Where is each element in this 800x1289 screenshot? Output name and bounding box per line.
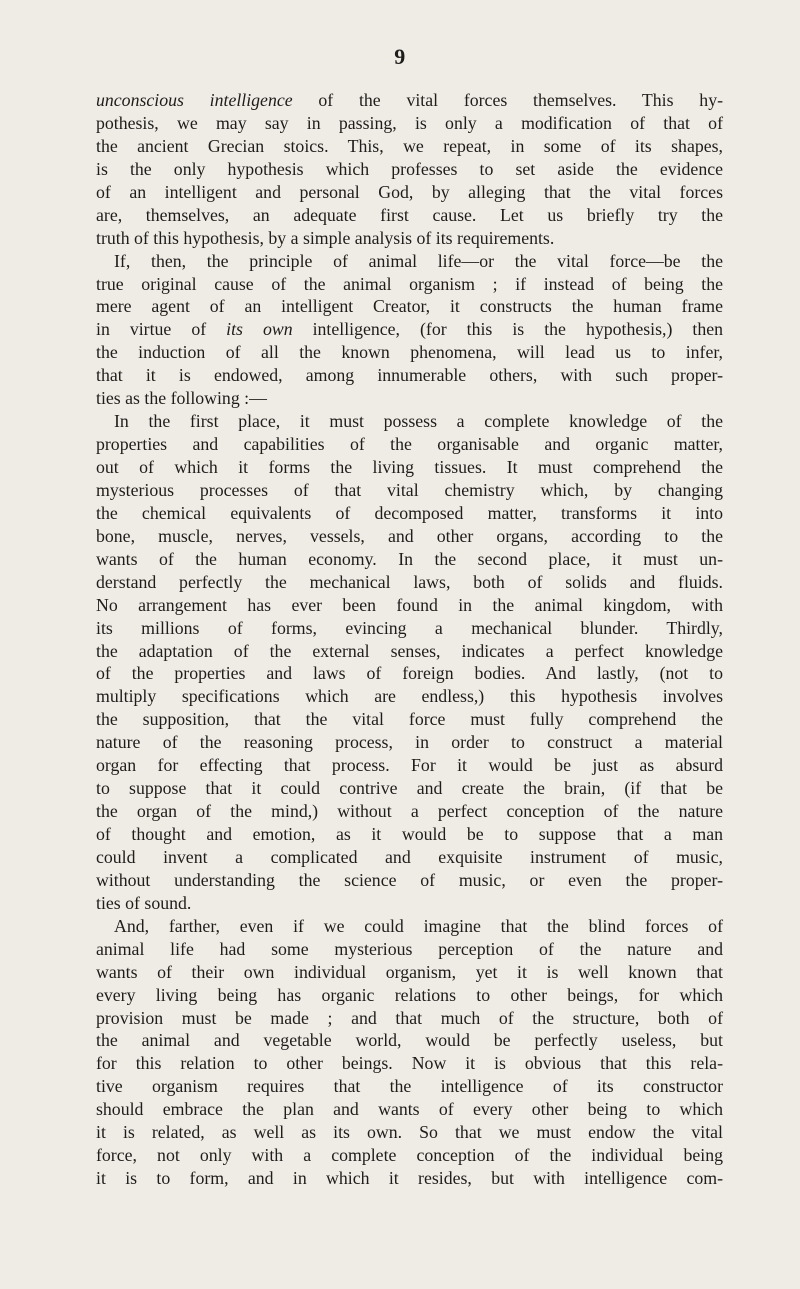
line-text: derstand perfectly the mechanical laws, both of solids and fluids.: [96, 571, 723, 592]
line-text: the animal and vegetable world, would be perfectly useless, but: [96, 1030, 723, 1051]
text-line: [96, 892, 723, 915]
text-line: [96, 800, 723, 823]
text-line: [96, 433, 723, 456]
line-text: for this relation to other beings. Now it is obvious that this rela-: [96, 1053, 723, 1074]
text-line: [96, 777, 723, 800]
line-text: pothesis, we may say in passing, is only a modification of that of: [96, 112, 723, 133]
text-line: [96, 1007, 723, 1030]
text-line: [96, 1029, 723, 1052]
text-line: [96, 250, 723, 273]
text-line: [96, 295, 723, 318]
line-text: intelligence, (for this is the hypothesis,) then: [292, 319, 723, 340]
line-text: the organ of the mind,) without a perfect conception of the nature: [96, 801, 723, 822]
text-line: [96, 984, 723, 1007]
text-line: [96, 1052, 723, 1075]
line-text: nature of the reasoning process, in order to construct a material: [96, 732, 723, 753]
text-line: [96, 318, 723, 341]
text-line: [96, 410, 723, 433]
line-text: out of which it forms the living tissues. It must comprehend the: [96, 457, 723, 477]
line-text: wants of the human economy. In the second place, it must un-: [96, 548, 723, 569]
text-line: [96, 204, 723, 227]
line-text: every living being has organic relations to other beings, for which: [96, 984, 723, 1005]
line-text: And, farther, even if we could imagine that the blind forces of: [114, 915, 723, 936]
line-text: without understanding the science of music, or even the proper-: [96, 869, 723, 890]
line-text: is the only hypothesis which professes to set aside the evidence: [96, 158, 723, 179]
line-text: should embrace the plan and wants of every other being to which: [96, 1099, 723, 1120]
text-line: [96, 754, 723, 777]
text-line: [96, 846, 723, 869]
line-text: mysterious processes of that vital chemistry which, by changing: [96, 479, 723, 500]
text-line: [96, 915, 723, 938]
line-text: to suppose that it could contrive and create the brain, (if that be: [96, 778, 723, 799]
emphasized-text: its own: [226, 319, 293, 340]
line-text: multiply specifications which are endless,) this hypothesis involves: [96, 686, 723, 707]
text-line: [96, 387, 723, 410]
text-line: [96, 273, 723, 296]
line-text: the supposition, that the vital force must fully comprehend the: [96, 709, 723, 730]
line-text: its millions of forms, evincing a mechanical blunder. Thirdly,: [96, 617, 723, 638]
text-line: [96, 479, 723, 502]
text-line: [96, 364, 723, 387]
text-line: [96, 662, 723, 685]
text-line: [96, 1167, 723, 1190]
page-number: 9: [394, 44, 406, 69]
line-text: bone, muscle, nerves, vessels, and other organs, according to the: [96, 525, 723, 546]
text-line: [96, 1075, 723, 1098]
text-line: [96, 227, 723, 250]
line-text: true original cause of the animal organism ; if instead of being the: [96, 273, 723, 294]
text-line: [96, 181, 723, 204]
line-text: the adaptation of the external senses, indicates a perfect knowledge: [96, 640, 723, 661]
line-text: No arrangement has ever been found in the animal kingdom, with: [96, 594, 723, 615]
line-text: it is to form, and in which it resides, but with intelligence com-: [96, 1168, 723, 1189]
line-text: the chemical equivalents of decomposed matter, transforms it into: [96, 502, 723, 523]
line-text: of the properties and laws of foreign bodies. And lastly, (not to: [96, 663, 723, 684]
text-line: [96, 708, 723, 731]
text-line: [96, 502, 723, 525]
line-text: organ for effecting that process. For it would be just as absurd: [96, 755, 723, 776]
text-line: [96, 961, 723, 984]
text-line: [96, 938, 723, 961]
body-text: [96, 89, 723, 1190]
text-line: [96, 89, 723, 112]
line-text: provision must be made ; and that much of the structure, both of: [96, 1007, 723, 1028]
line-text: truth of this hypothesis, by a simple analysis of its requirements.: [96, 227, 555, 248]
line-text: ties as the following :—: [96, 388, 267, 409]
text-line: [96, 685, 723, 708]
text-line: [96, 548, 723, 571]
line-text: If, then, the principle of animal life—or the vital force—be the: [114, 250, 723, 271]
line-text: of the vital forces themselves. This hy-: [292, 90, 724, 110]
line-text: mere agent of an intelligent Creator, it constructs the human frame: [96, 296, 723, 317]
line-text: of an intelligent and personal God, by alleging that the vital forces: [96, 181, 723, 202]
text-line: [96, 135, 723, 158]
line-text: the ancient Grecian stoics. This, we repeat, in some of its shapes,: [96, 135, 723, 156]
emphasized-text: unconscious intelligence: [96, 90, 293, 110]
line-text: animal life had some mysterious perception of the nature and: [96, 938, 723, 959]
text-line: [96, 456, 723, 479]
line-text: in virtue of: [96, 319, 227, 340]
text-line: [96, 731, 723, 754]
line-text: properties and capabilities of the organisable and organic matter,: [96, 434, 723, 455]
text-line: [96, 1121, 723, 1144]
line-text: force, not only with a complete conception of the individual being: [96, 1145, 723, 1166]
text-line: [96, 594, 723, 617]
line-text: the induction of all the known phenomena, will lead us to infer,: [96, 342, 723, 363]
text-line: [96, 571, 723, 594]
text-line: [96, 1098, 723, 1121]
line-text: In the first place, it must possess a complete knowledge of the: [114, 411, 723, 432]
text-line: [96, 112, 723, 135]
text-line: [96, 640, 723, 663]
text-line: [96, 617, 723, 640]
line-text: it is related, as well as its own. So that we must endow the vital: [96, 1122, 723, 1143]
line-text: tive organism requires that the intelligence of its constructor: [96, 1076, 723, 1097]
line-text: could invent a complicated and exquisite instrument of music,: [96, 846, 723, 867]
text-line: [96, 869, 723, 892]
line-text: are, themselves, an adequate first cause. Let us briefly try the: [96, 204, 723, 225]
line-text: wants of their own individual organism, yet it is well known that: [96, 961, 723, 982]
line-text: ties of sound.: [96, 892, 192, 913]
line-text: that it is endowed, among innumerable others, with such proper-: [96, 365, 723, 386]
line-text: of thought and emotion, as it would be to suppose that a man: [96, 824, 723, 844]
text-line: [96, 341, 723, 364]
text-line: [96, 1144, 723, 1167]
text-line: [96, 525, 723, 548]
text-line: [96, 823, 723, 846]
text-line: [96, 158, 723, 181]
